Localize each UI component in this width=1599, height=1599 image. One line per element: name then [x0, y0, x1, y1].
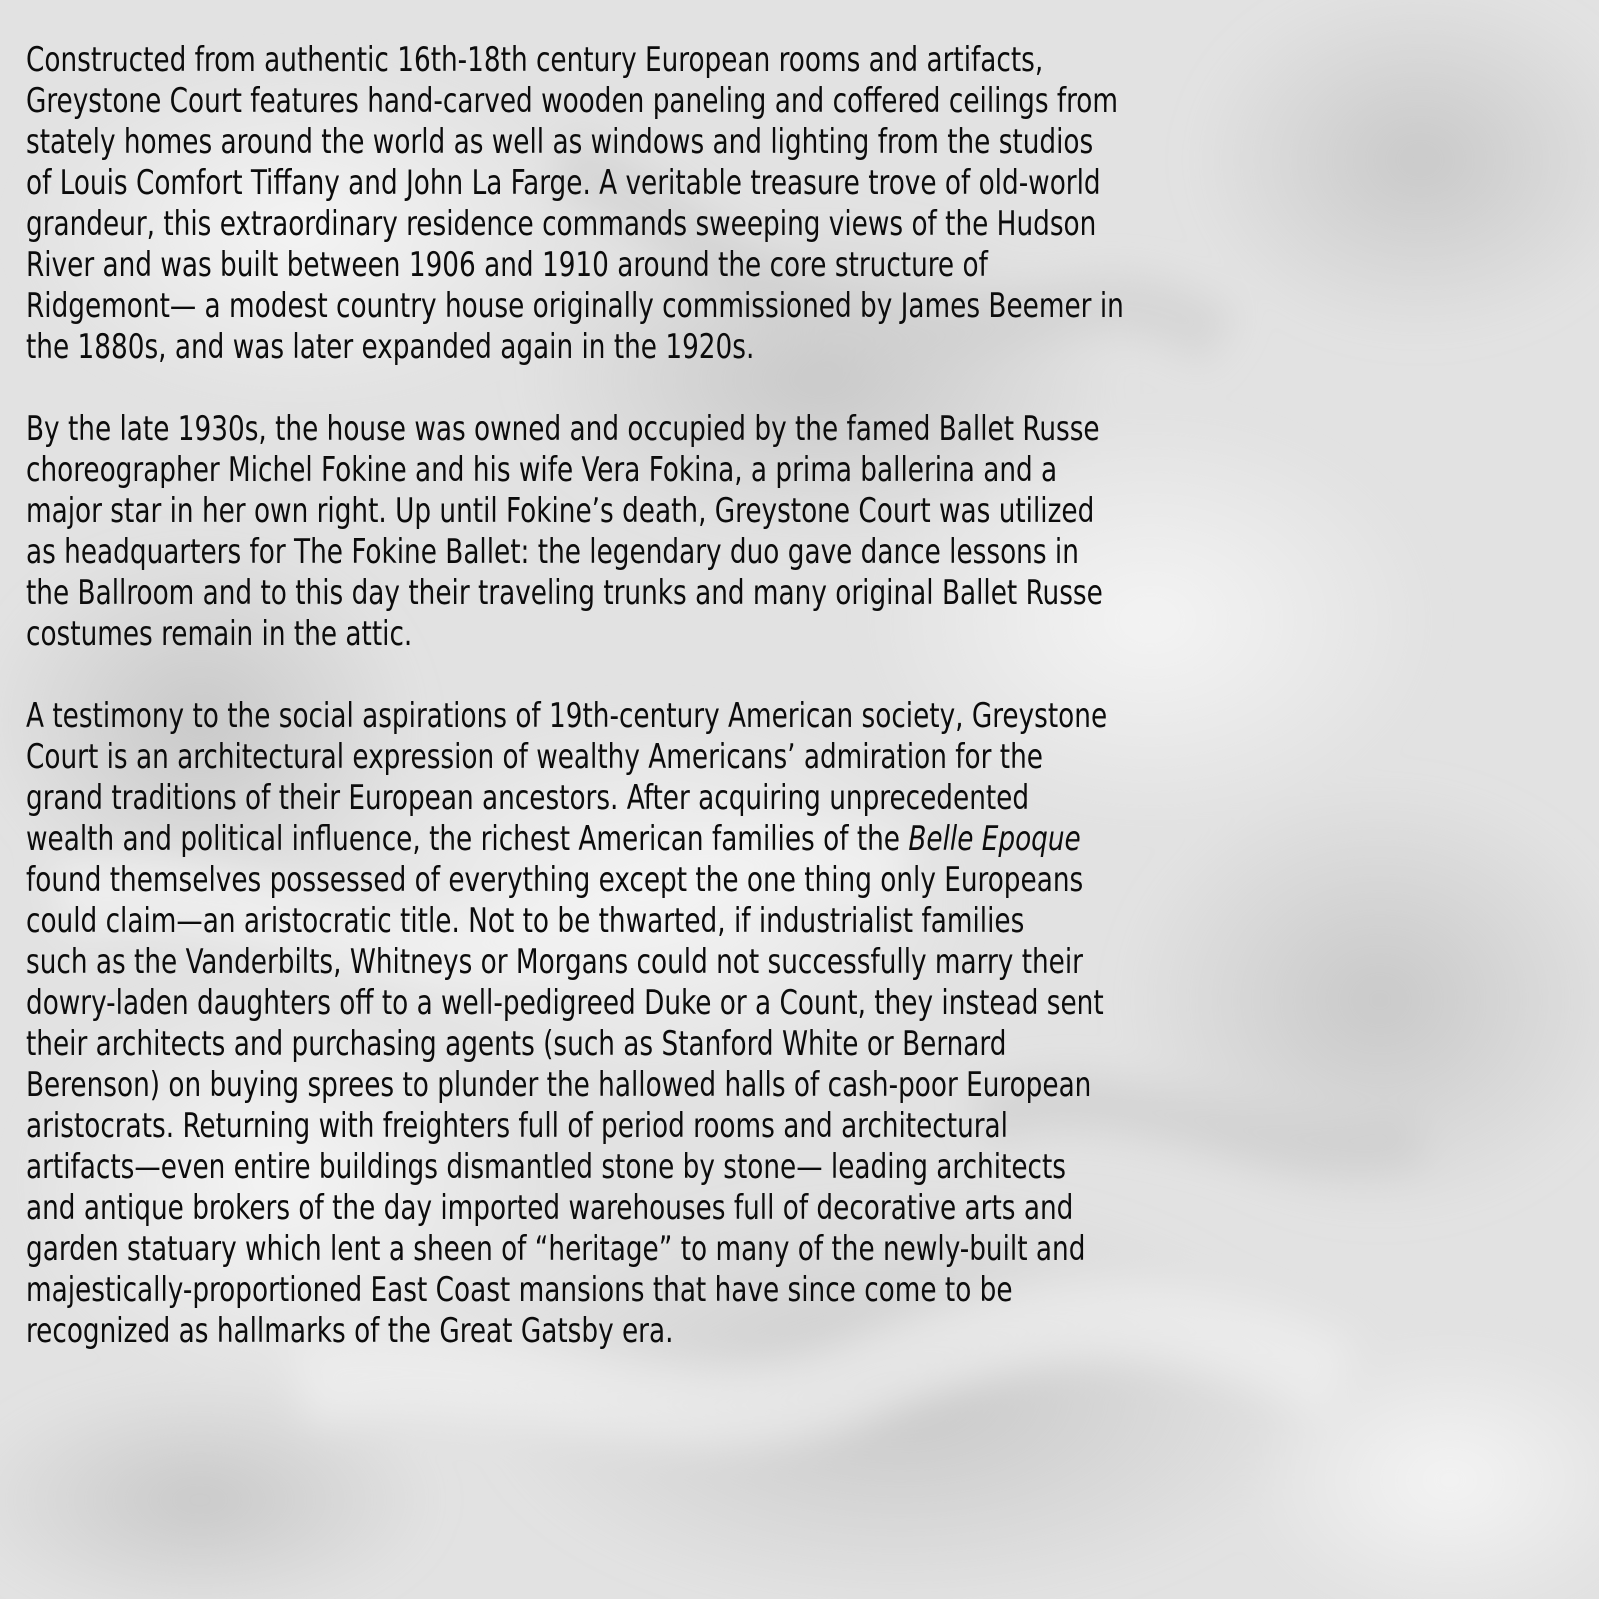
- text-line: River and was built between 1906 and 1910 around the core structure of: [26, 245, 988, 285]
- text-line: the 1880s, and was later expanded again in the 1920s.: [26, 327, 755, 367]
- text-line: majestically-proportioned East Coast mansions that have since come to be: [26, 1270, 1013, 1310]
- text-line: and antique brokers of the day imported warehouses full of decorative arts and: [26, 1188, 1074, 1228]
- text-line: could claim—an aristocratic title. Not to be thwarted, if industrialist families: [26, 901, 1025, 941]
- text-line: aristocrats. Returning with freighters full of period rooms and architectural: [26, 1106, 1008, 1146]
- text-line: as headquarters for The Fokine Ballet: the legendary duo gave dance lessons in: [26, 532, 1079, 572]
- text-line: garden statuary which lent a sheen of “heritage” to many of the newly-built and: [26, 1229, 1086, 1269]
- text-line: such as the Vanderbilts, Whitneys or Morgans could not successfully marry their: [26, 942, 1083, 982]
- text-line: found themselves possessed of everything except the one thing only Europeans: [26, 860, 1084, 900]
- text-line: major star in her own right. Up until Fokine’s death, Greystone Court was utilized: [26, 491, 1095, 531]
- text-line: artifacts—even entire buildings dismantled stone by stone— leading architects: [26, 1147, 1066, 1187]
- article-body: [26, 40, 1586, 1393]
- text-line: Constructed from authentic 16th-18th century European rooms and artifacts,: [26, 40, 1044, 80]
- text-line: grandeur, this extraordinary residence commands sweeping views of the Hudson: [26, 204, 1097, 244]
- paragraph-fokine: [26, 409, 1586, 655]
- text-line: recognized as hallmarks of the Great Gatsby era.: [26, 1311, 674, 1351]
- italic-phrase: Belle Epoque: [908, 819, 1081, 859]
- text-line-with-italic: [26, 819, 1368, 860]
- text-line: Greystone Court features hand-carved wooden paneling and coffered ceilings from: [26, 81, 1119, 121]
- text-line: dowry-laden daughters off to a well-pedigreed Duke or a Count, they instead sent: [26, 983, 1104, 1023]
- text-line: the Ballroom and to this day their traveling trunks and many original Ballet Russe: [26, 573, 1103, 613]
- text-line: By the late 1930s, the house was owned and occupied by the famed Ballet Russe: [26, 409, 1100, 449]
- text-line: A testimony to the social aspirations of 19th-century American society, Greystone: [26, 696, 1108, 736]
- text-line: grand traditions of their European ancestors. After acquiring unprecedented: [26, 778, 1030, 818]
- text-line: their architects and purchasing agents (such as Stanford White or Bernard: [26, 1024, 1007, 1064]
- text-line: costumes remain in the attic.: [26, 614, 413, 654]
- text-line: stately homes around the world as well as windows and lighting from the studios: [26, 122, 1094, 162]
- text-segment: wealth and political influence, the richest American families of the: [26, 819, 900, 859]
- text-line: choreographer Michel Fokine and his wife Vera Fokina, a prima ballerina and a: [26, 450, 1058, 490]
- text-line: Berenson) on buying sprees to plunder the hallowed halls of cash-poor European: [26, 1065, 1092, 1105]
- text-line: Court is an architectural expression of wealthy Americans’ admiration for the: [26, 737, 1043, 777]
- paragraph-history: [26, 40, 1586, 368]
- text-line: Ridgemont— a modest country house originally commissioned by James Beemer in: [26, 286, 1124, 326]
- paragraph-social-aspirations: [26, 696, 1586, 1352]
- text-line: of Louis Comfort Tiffany and John La Farge. A veritable treasure trove of old-world: [26, 163, 1101, 203]
